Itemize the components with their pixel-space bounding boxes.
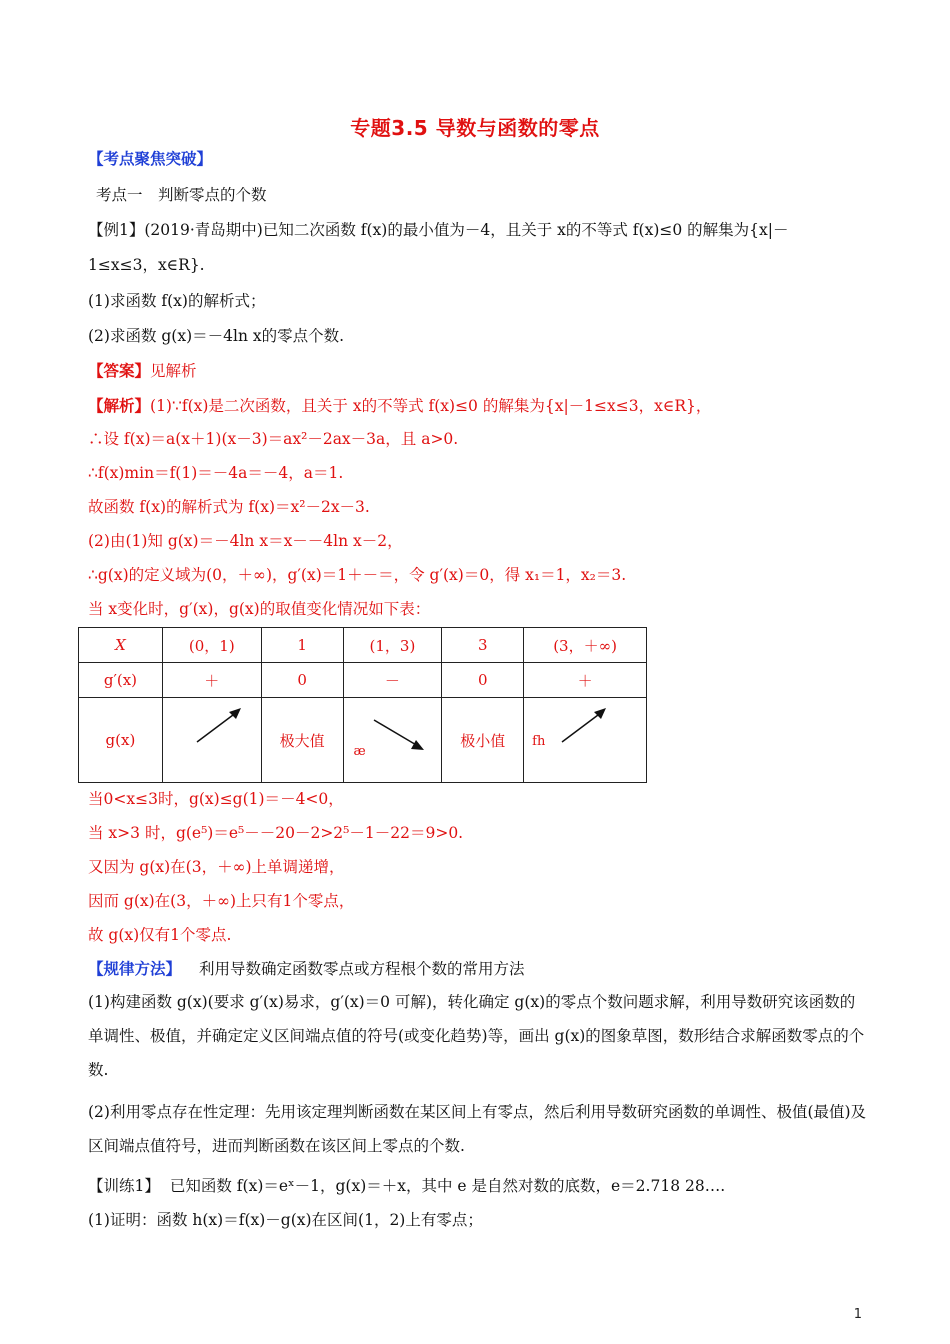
table-cell: g(x) bbox=[79, 698, 163, 783]
page-title: 专题3.5 导数与函数的零点 bbox=[350, 116, 600, 140]
method-paragraph-2: (2)利用零点存在性定理：先用该定理判断函数在某区间上有零点，然后利用导数研究函数的单调性、极值(最值)及区间端点值符号，进而判断函数在该区间上零点的个数. bbox=[88, 1103, 867, 1155]
table-cell: ＋ bbox=[162, 663, 261, 698]
table-cell: 0 bbox=[261, 663, 343, 698]
table-cell: － bbox=[343, 663, 442, 698]
example-text-2: 1≤x≤3，x∈R}. bbox=[88, 256, 205, 274]
analysis-line-1 bbox=[88, 395, 868, 417]
after-line-3: 又因为 g(x)在(3，＋∞)上单调递增， bbox=[88, 858, 345, 876]
table-cell: ＋ bbox=[524, 663, 647, 698]
table-row-header bbox=[79, 628, 647, 663]
analysis-line-2: ∴设 f(x)＝a(x＋1)(x－3)＝ax²－2ax－3a，且 a>0. bbox=[88, 430, 459, 448]
analysis-line-6: ∴g(x)的定义域为(0，＋∞)，g′(x)＝1＋－＝，令 g′(x)＝0，得 x₁＝1，x₂＝3. bbox=[88, 566, 627, 584]
table-cell-increase bbox=[162, 698, 261, 783]
training-tag: 【训练1】 bbox=[88, 1177, 160, 1195]
after-line-1: 当0<x≤3时，g(x)≤g(1)＝－4<0， bbox=[88, 790, 344, 808]
kaodian-heading: 考点一 判断零点的个数 bbox=[96, 186, 267, 204]
after-line-2: 当 x>3 时，g(e⁵)＝e⁵－－20－2>2⁵－1－22＝9>0. bbox=[88, 824, 464, 842]
example-q2: (2)求函数 g(x)＝－4ln x的零点个数. bbox=[88, 327, 345, 345]
table-cell: (0，1) bbox=[162, 628, 261, 663]
table-cell-increase bbox=[524, 698, 647, 783]
analysis-tag: 【解析】 bbox=[88, 396, 151, 415]
analysis-line-3: ∴f(x)min＝f(1)＝－4a＝－4，a＝1. bbox=[88, 464, 344, 482]
section-tag: 【考点聚焦突破】 bbox=[88, 149, 213, 168]
analysis-line-7: 当 x变化时，g′(x)，g(x)的取值变化情况如下表： bbox=[88, 600, 431, 618]
answer-text: 见解析 bbox=[150, 362, 197, 380]
training-line bbox=[88, 1175, 868, 1197]
table-cell: 3 bbox=[442, 628, 524, 663]
arrow-up-right-icon bbox=[193, 704, 245, 746]
stray-mark: æ bbox=[353, 744, 366, 759]
table-cell: 极大值 bbox=[261, 698, 343, 783]
variation-table bbox=[78, 627, 647, 783]
training-text: 已知函数 f(x)＝eˣ－1，g(x)＝＋x，其中 e 是自然对数的底数，e＝2.718 28…. bbox=[169, 1177, 726, 1195]
table-cell: 极小值 bbox=[442, 698, 524, 783]
method-heading bbox=[88, 958, 868, 980]
after-line-4: 因而 g(x)在(3，＋∞)上只有1个零点， bbox=[88, 892, 355, 910]
example-q1: (1)求函数 f(x)的解析式； bbox=[88, 292, 266, 310]
table-row-function bbox=[79, 698, 647, 783]
arrow-down-right-icon bbox=[370, 716, 430, 756]
table-cell-decrease bbox=[343, 698, 442, 783]
page-number: 1 bbox=[853, 1307, 862, 1322]
training-q1: (1)证明：函数 h(x)＝f(x)－g(x)在区间(1，2)上有零点； bbox=[88, 1211, 483, 1229]
analysis-text-1: (1)∵f(x)是二次函数，且关于 x的不等式 f(x)≤0 的解集为{x|－1≤x≤3，x∈R}， bbox=[150, 397, 712, 415]
table-cell: 1 bbox=[261, 628, 343, 663]
method-title: 利用导数确定函数零点或方程根个数的常用方法 bbox=[199, 960, 525, 978]
analysis-line-4: 故函数 f(x)的解析式为 f(x)＝x²－2x－3. bbox=[88, 498, 370, 516]
table-row-derivative bbox=[79, 663, 647, 698]
example-line-1 bbox=[88, 219, 868, 241]
table-cell: X bbox=[79, 628, 163, 663]
after-line-5: 故 g(x)仅有1个零点. bbox=[88, 926, 232, 944]
answer-line bbox=[88, 360, 868, 382]
answer-tag: 【答案】 bbox=[88, 361, 151, 380]
example-tag: 【例1】 bbox=[88, 221, 145, 239]
table-cell: 0 bbox=[442, 663, 524, 698]
table-cell: (3，＋∞) bbox=[524, 628, 647, 663]
table-cell: (1，3) bbox=[343, 628, 442, 663]
method-tag: 【规律方法】 bbox=[88, 959, 182, 978]
method-paragraph-1: (1)构建函数 g(x)(要求 g′(x)易求，g′(x)＝0 可解)，转化确定 g(x)的零点个数问题求解，利用导数研究该函数的单调性、极值，并确定定义区间端点值的符号(或变化趋势)等，画出 g(x)的图象草图，数形结合求解函数零点的个数. bbox=[88, 993, 865, 1079]
table-cell: g′(x) bbox=[79, 663, 163, 698]
example-text-1: (2019·青岛期中)已知二次函数 f(x)的最小值为－4，且关于 x的不等式 f(x)≤0 的解集为{x|－ bbox=[144, 221, 789, 239]
analysis-line-5: (2)由(1)知 g(x)＝－4ln x＝x－－4ln x－2， bbox=[88, 532, 403, 550]
arrow-up-right-icon bbox=[558, 704, 610, 746]
stray-mark: fh bbox=[532, 734, 546, 749]
